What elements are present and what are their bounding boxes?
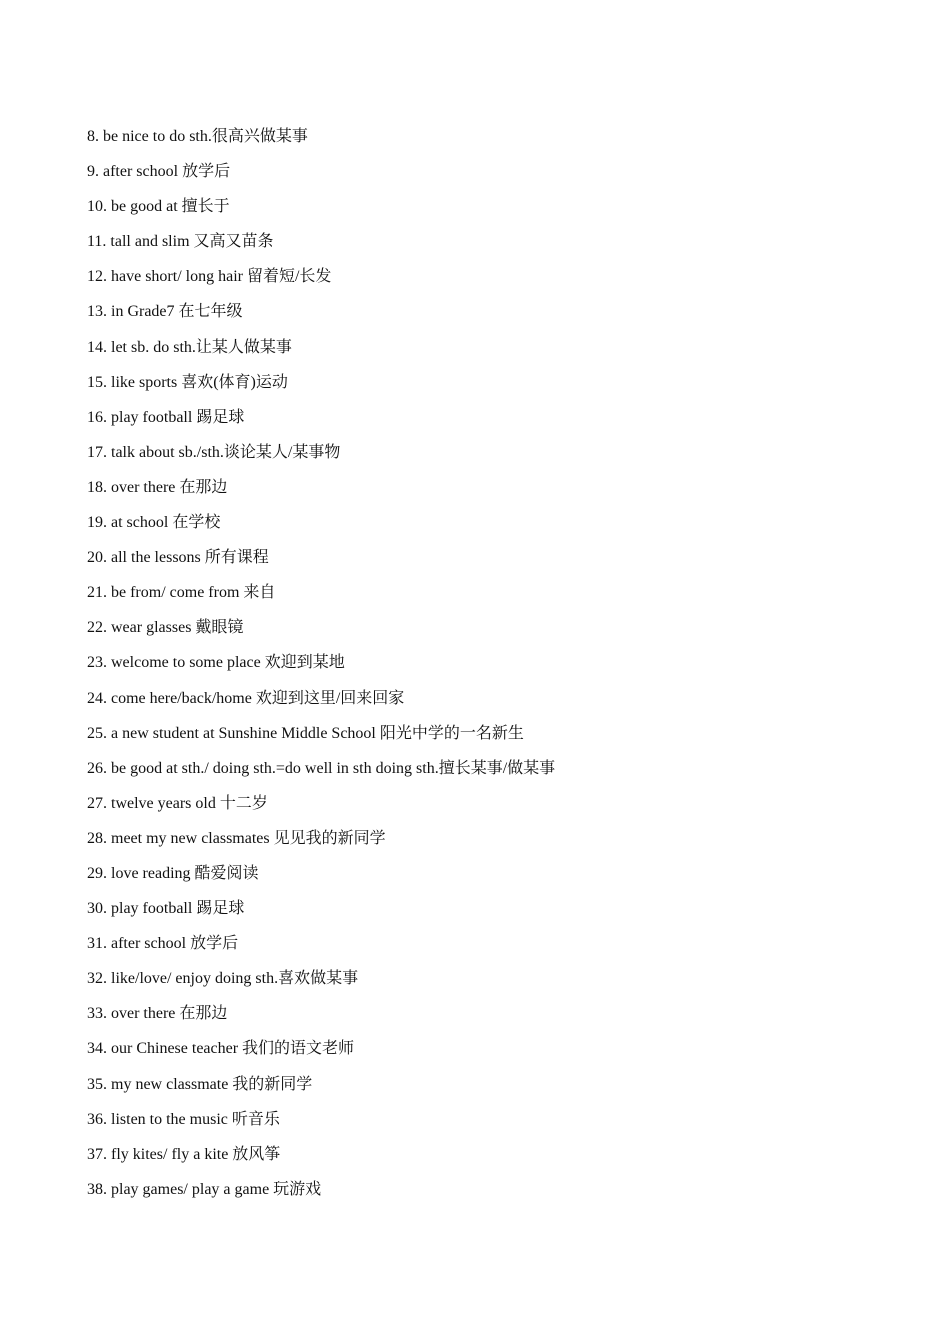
phrase-item: 28. meet my new classmates 见见我的新同学 — [87, 829, 386, 847]
phrase-item: 10. be good at 擅长于 — [87, 198, 230, 216]
phrase-item: 9. after school 放学后 — [87, 163, 231, 181]
phrase-item: 32. like/love/ enjoy doing sth.喜欢做某事 — [87, 970, 359, 988]
phrase-item: 36. listen to the music 听音乐 — [87, 1110, 280, 1128]
phrase-item: 21. be from/ come from 来自 — [87, 584, 276, 602]
phrase-item: 37. fly kites/ fly a kite 放风筝 — [87, 1145, 281, 1163]
phrase-item: 13. in Grade7 在七年级 — [87, 303, 243, 321]
phrase-item: 17. talk about sb./sth.谈论某人/某事物 — [87, 443, 341, 461]
phrase-item: 33. over there 在那边 — [87, 1005, 228, 1023]
phrase-item: 22. wear glasses 戴眼镜 — [87, 619, 244, 637]
phrase-item: 8. be nice to do sth.很高兴做某事 — [87, 128, 308, 145]
phrase-item: 23. welcome to some place 欢迎到某地 — [87, 654, 345, 672]
phrase-item: 11. tall and slim 又高又苗条 — [87, 233, 274, 251]
phrase-item: 19. at school 在学校 — [87, 514, 221, 532]
phrase-item: 27. twelve years old 十二岁 — [87, 794, 268, 812]
phrase-item: 20. all the lessons 所有课程 — [87, 549, 269, 567]
phrase-item: 18. over there 在那边 — [87, 478, 228, 496]
phrase-item: 25. a new student at Sunshine Middle School 阳光中学的一名新生 — [87, 724, 524, 742]
phrase-item: 24. come here/back/home 欢迎到这里/回来回家 — [87, 689, 405, 707]
phrase-item: 29. love reading 酷爱阅读 — [87, 864, 259, 882]
phrase-item: 38. play games/ play a game 玩游戏 — [87, 1180, 322, 1198]
phrase-item: 31. after school 放学后 — [87, 935, 239, 953]
phrase-item: 34. our Chinese teacher 我们的语文老师 — [87, 1040, 355, 1058]
phrase-item: 15. like sports 喜欢(体育)运动 — [87, 373, 288, 391]
phrase-item: 30. play football 踢足球 — [87, 900, 245, 918]
phrase-item: 16. play football 踢足球 — [87, 408, 245, 426]
phrase-list — [87, 125, 555, 1213]
phrase-item: 14. let sb. do sth.让某人做某事 — [87, 338, 292, 356]
phrase-item: 26. be good at sth./ doing sth.=do well in sth doing sth.擅长某事/做某事 — [87, 759, 556, 777]
phrase-item: 35. my new classmate 我的新同学 — [87, 1075, 313, 1093]
phrase-item: 12. have short/ long hair 留着短/长发 — [87, 268, 332, 286]
